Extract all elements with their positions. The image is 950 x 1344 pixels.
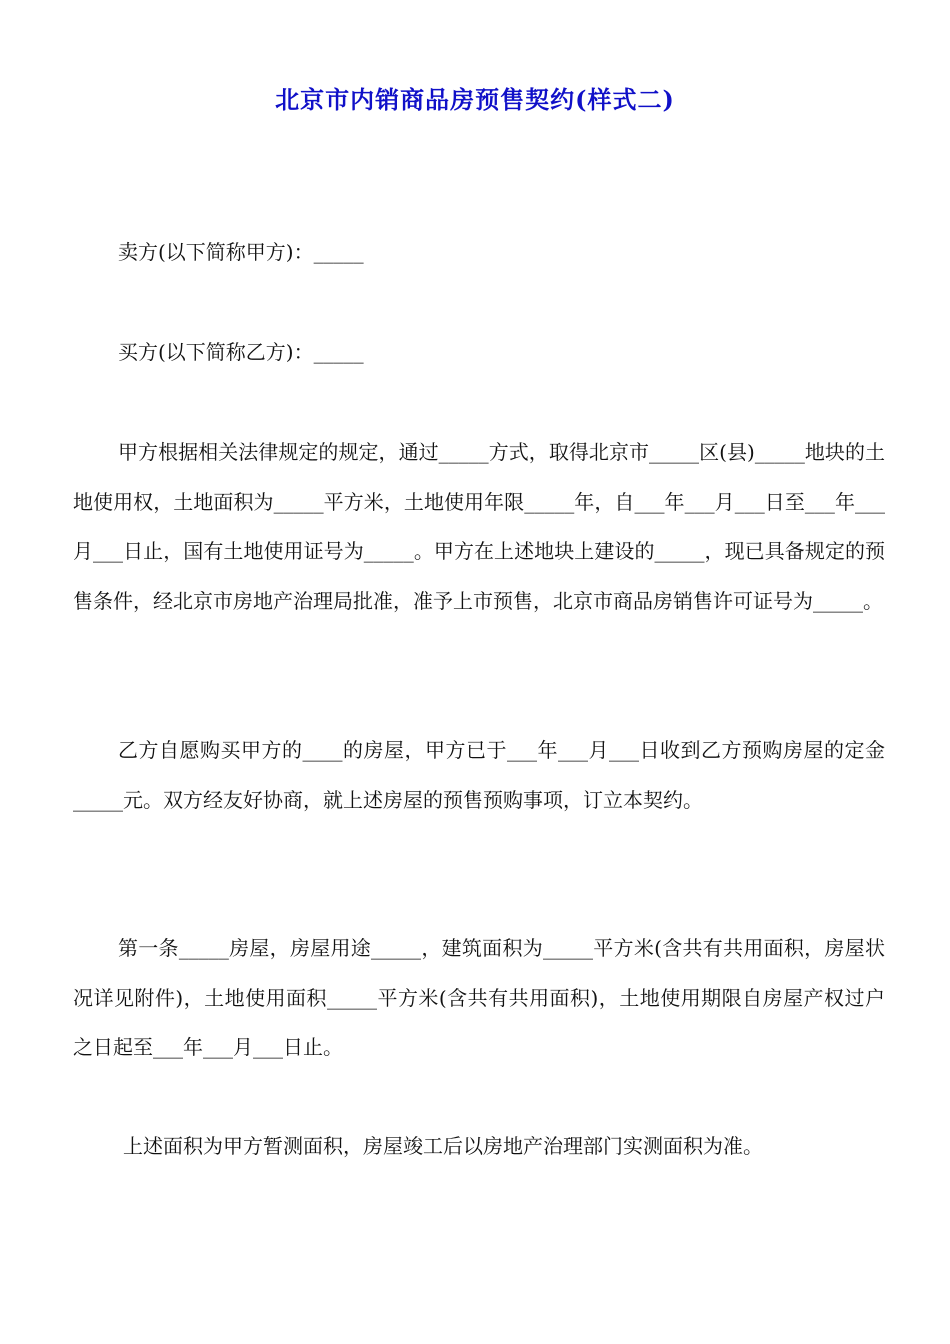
buyer-line: 买方(以下简称乙方)：_____ — [118, 340, 364, 364]
document-title: 北京市内销商品房预售契约(样式二) — [275, 85, 675, 114]
intro-paragraph: 甲方根据相关法律规定的规定，通过_____方式，取得北京市_____区(县)_____地块的土地使用权，土地面积为_____平方米，土地使用年限_____年，自___年___月___日至___年___月___日止，国有土地使用证号为_____。甲方在上述地块上建设的_____，现已具备规定的预售条件，经北京市房地产治理局批准，准予上市预售，北京市商品房销售许可证号为_____。 — [73, 440, 885, 613]
article-1-paragraph: 第一条_____房屋，房屋用途_____，建筑面积为_____平方米(含共有共用面积，房屋状况详见附件)，土地使用面积_____平方米(含共有共用面积)，土地使用期限自房屋产权过户之日起至___年___月___日止。 — [73, 936, 885, 1059]
buyer-intent-paragraph: 乙方自愿购买甲方的____的房屋，甲方已于___年___月___日收到乙方预购房屋的定金_____元。双方经友好协商，就上述房屋的预售预购事项，订立本契约。 — [73, 738, 885, 812]
area-note-paragraph: 上述面积为甲方暂测面积，房屋竣工后以房地产治理部门实测面积为准。 — [123, 1134, 763, 1158]
seller-line: 卖方(以下简称甲方)：_____ — [118, 240, 364, 264]
